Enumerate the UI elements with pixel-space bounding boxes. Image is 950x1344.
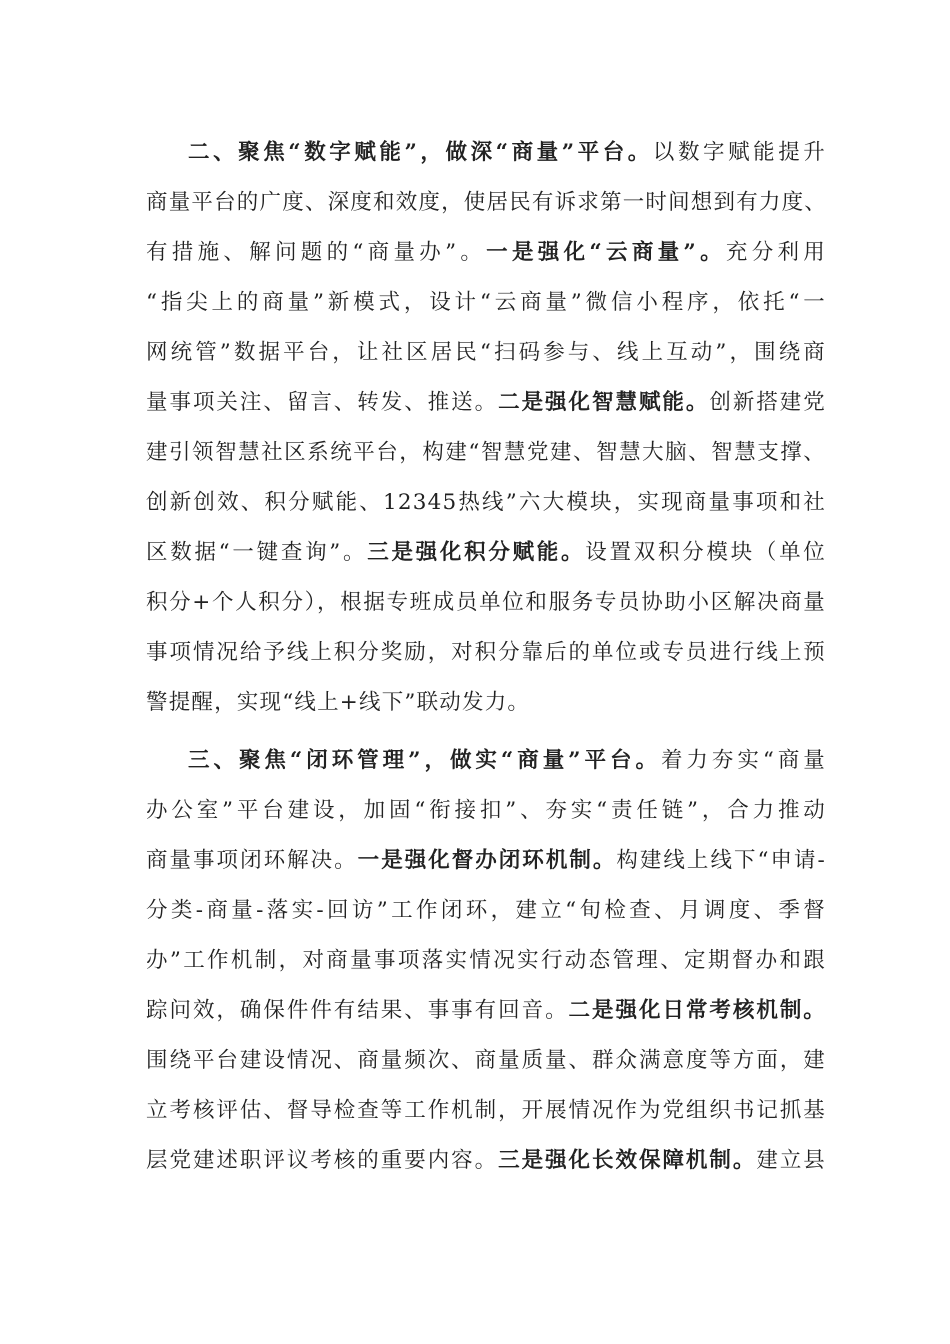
- text-line: [146, 528, 826, 578]
- paragraph-digital-empowerment: [146, 128, 826, 728]
- body-text: 以数字赋能提升: [652, 140, 826, 165]
- body-text: 层党建述职评议考核的重要内容。: [146, 1148, 499, 1173]
- body-text: 积分+个人积分），根据专班成员单位和服务专员协助小区解决商量: [146, 590, 826, 615]
- text-line: [146, 478, 826, 528]
- body-text: 充分利用: [725, 240, 826, 265]
- body-text: 商量平台的广度、深度和效度，使居民有诉求第一时间想到有力度、: [146, 190, 828, 215]
- paragraph-closed-loop-management: [146, 736, 826, 1186]
- body-text: 立考核评估、督导检查等工作机制，开展情况作为党组织书记抓基: [146, 1098, 826, 1123]
- body-text: 有措施、解问题的“商量办”。: [146, 240, 487, 265]
- text-line: [146, 428, 826, 478]
- text-line: [146, 328, 826, 378]
- body-text: 事项情况给予线上积分奖励，对积分靠后的单位或专员进行线上预: [146, 640, 826, 665]
- body-text: 创新创效、积分赋能、12345热线”六大模块，实现商量事项和社: [146, 490, 826, 515]
- bold-heading-text: 三是强化积分赋能。: [367, 540, 586, 565]
- text-line: [146, 936, 826, 986]
- body-text: 建立县: [756, 1148, 826, 1173]
- bold-heading-text: 二、聚焦“数字赋能”，做深“商量”平台。: [188, 140, 653, 165]
- text-line: [146, 178, 826, 228]
- text-line: [146, 228, 826, 278]
- text-line: [146, 986, 826, 1036]
- text-line: [146, 886, 826, 936]
- body-text: 警提醒，实现“线上+线下”联动发力。: [146, 690, 531, 715]
- body-text: 量事项关注、留言、转发、推送。: [146, 390, 499, 415]
- body-text: 围绕平台建设情况、商量频次、商量质量、群众满意度等方面，建: [146, 1048, 826, 1073]
- bold-heading-text: 二是强化日常考核机制。: [568, 998, 826, 1023]
- text-line: [146, 786, 826, 836]
- body-text: 网统管”数据平台，让社区居民“扫码参与、线上互动”，围绕商: [146, 340, 826, 365]
- bold-heading-text: 一是强化督办闭环机制。: [357, 848, 617, 873]
- body-text: 办公室”平台建设，加固“衔接扣”、夯实“责任链”，合力推动: [146, 798, 826, 823]
- body-text: 建引领智慧社区系统平台，构建“智慧党建、智慧大脑、智慧支撑、: [146, 440, 826, 465]
- text-line: [146, 736, 826, 786]
- bold-heading-text: 三是强化长效保障机制。: [498, 1148, 757, 1173]
- body-text: “指尖上的商量”新模式，设计“云商量”微信小程序，依托“一: [146, 290, 826, 315]
- bold-heading-text: 二是强化智慧赋能。: [498, 390, 710, 415]
- body-text: 设置双积分模块（单位: [585, 540, 826, 565]
- bold-heading-text: 三、聚焦“闭环管理”，做实“商量”平台。: [188, 748, 661, 773]
- body-text: 商量事项闭环解决。: [146, 848, 358, 873]
- body-text: 办”工作机制，对商量事项落实情况实行动态管理、定期督办和跟: [146, 948, 826, 973]
- text-line: [146, 678, 826, 728]
- body-text: 分类-商量-落实-回访”工作闭环，建立“旬检查、月调度、季督: [146, 898, 826, 923]
- text-line: [146, 128, 826, 178]
- body-text: 创新搭建党: [709, 390, 826, 415]
- body-text: 踪问效，确保件件有结果、事事有回音。: [146, 998, 569, 1023]
- text-line: [146, 1036, 826, 1086]
- text-line: [146, 278, 826, 328]
- text-line: [146, 1136, 826, 1186]
- text-line: [146, 628, 826, 678]
- body-text: 构建线上线下“申请-: [616, 848, 826, 873]
- text-line: [146, 836, 826, 886]
- text-line: [146, 578, 826, 628]
- text-line: [146, 1086, 826, 1136]
- body-text: 着力夯实“商量: [660, 748, 826, 773]
- body-text: 区数据“一键查询”。: [146, 540, 368, 565]
- text-line: [146, 378, 826, 428]
- bold-heading-text: 一是强化“云商量”。: [486, 240, 726, 265]
